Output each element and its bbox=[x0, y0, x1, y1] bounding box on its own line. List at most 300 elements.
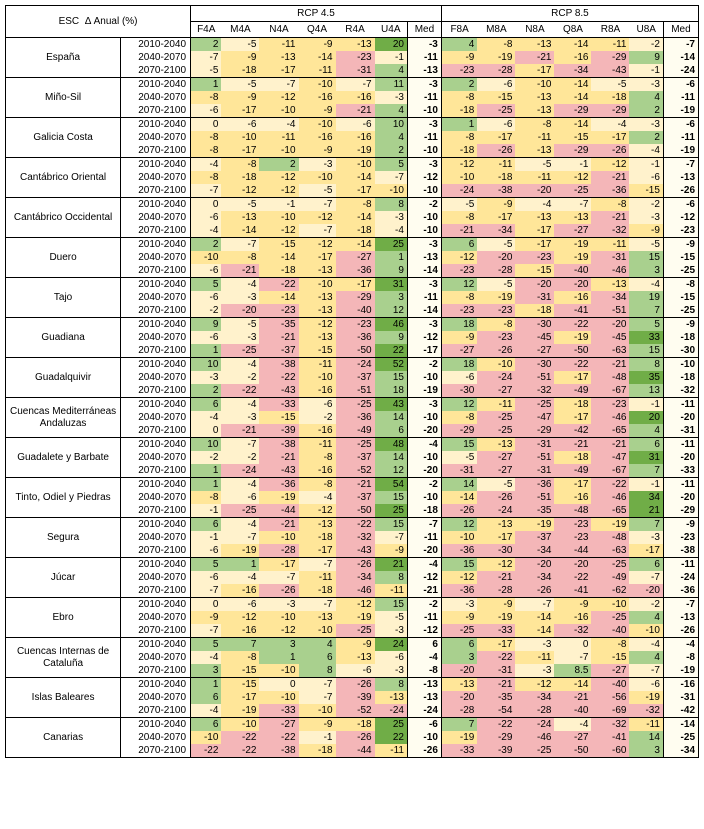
value-cell: -1 bbox=[629, 478, 663, 492]
median-cell: -3 bbox=[407, 318, 441, 332]
value-cell: -35 bbox=[515, 504, 554, 518]
value-cell: -7 bbox=[629, 664, 663, 678]
value-cell: -16 bbox=[221, 624, 259, 638]
value-cell: -18 bbox=[336, 224, 375, 238]
value-cell: -4 bbox=[221, 571, 259, 584]
value-cell: -22 bbox=[336, 518, 375, 532]
value-cell: 2 bbox=[629, 131, 663, 144]
value-cell: -11 bbox=[477, 158, 515, 172]
value-cell: -4 bbox=[629, 278, 663, 292]
value-cell: 2 bbox=[375, 144, 408, 158]
value-cell: -27 bbox=[477, 451, 515, 464]
value-cell: -3 bbox=[375, 664, 408, 678]
median-cell: -2 bbox=[407, 598, 441, 612]
value-cell: -3 bbox=[375, 211, 408, 224]
value-cell: 0 bbox=[191, 118, 222, 132]
value-cell: -7 bbox=[221, 238, 259, 252]
value-cell: 25 bbox=[375, 718, 408, 732]
period-label: 2070-2100 bbox=[121, 344, 191, 358]
median-cell: -20 bbox=[407, 424, 441, 438]
period-label: 2070-2100 bbox=[121, 304, 191, 318]
value-cell: 0 bbox=[191, 598, 222, 612]
value-cell: -16 bbox=[554, 291, 591, 304]
value-cell: -19 bbox=[554, 238, 591, 252]
col-header-r8a: R8A bbox=[591, 22, 629, 38]
value-cell: -22 bbox=[221, 731, 259, 744]
value-cell: 22 bbox=[375, 731, 408, 744]
value-cell: -31 bbox=[591, 251, 629, 264]
value-cell: -16 bbox=[554, 491, 591, 504]
value-cell: -13 bbox=[515, 144, 554, 158]
table-row bbox=[6, 198, 699, 212]
value-cell: -18 bbox=[441, 144, 477, 158]
value-cell: -31 bbox=[336, 64, 375, 78]
table-row bbox=[6, 478, 699, 492]
value-cell: -17 bbox=[477, 211, 515, 224]
value-cell: -3 bbox=[221, 291, 259, 304]
basin-name: Júcar bbox=[6, 558, 121, 598]
value-cell: 6 bbox=[191, 718, 222, 732]
value-cell: -10 bbox=[221, 718, 259, 732]
value-cell: -32 bbox=[591, 718, 629, 732]
value-cell: -18 bbox=[259, 264, 298, 278]
value-cell: 34 bbox=[629, 491, 663, 504]
median-cell: -12 bbox=[407, 571, 441, 584]
value-cell: -67 bbox=[591, 464, 629, 478]
value-cell: 35 bbox=[629, 371, 663, 384]
value-cell: -2 bbox=[221, 371, 259, 384]
median-cell: -29 bbox=[663, 504, 698, 518]
median-cell: -11 bbox=[663, 398, 698, 412]
value-cell: 46 bbox=[375, 318, 408, 332]
value-cell: 9 bbox=[191, 318, 222, 332]
period-label: 2070-2100 bbox=[121, 624, 191, 638]
value-cell: -19 bbox=[554, 331, 591, 344]
value-cell: -43 bbox=[336, 544, 375, 558]
value-cell: -22 bbox=[554, 571, 591, 584]
median-cell: -3 bbox=[407, 278, 441, 292]
value-cell: -23 bbox=[336, 318, 375, 332]
value-cell: -11 bbox=[515, 171, 554, 184]
median-cell: -3 bbox=[407, 238, 441, 252]
value-cell: -4 bbox=[221, 518, 259, 532]
value-cell: -4 bbox=[221, 478, 259, 492]
value-cell: -11 bbox=[515, 131, 554, 144]
value-cell: -28 bbox=[477, 64, 515, 78]
value-cell: -1 bbox=[629, 398, 663, 412]
median-cell: -18 bbox=[663, 331, 698, 344]
value-cell: -13 bbox=[441, 678, 477, 692]
table-row bbox=[6, 78, 699, 92]
value-cell: 7 bbox=[441, 718, 477, 732]
value-cell: -27 bbox=[554, 224, 591, 238]
value-cell: 5 bbox=[629, 318, 663, 332]
value-cell: -10 bbox=[259, 664, 298, 678]
value-cell: -47 bbox=[515, 411, 554, 424]
value-cell: -26 bbox=[336, 678, 375, 692]
value-cell: -50 bbox=[554, 344, 591, 358]
period-label: 2010-2040 bbox=[121, 198, 191, 212]
value-cell: -36 bbox=[515, 478, 554, 492]
table-row bbox=[6, 718, 699, 732]
median-cell: -9 bbox=[663, 518, 698, 532]
value-cell: -26 bbox=[515, 584, 554, 598]
median-cell: 6 bbox=[407, 638, 441, 652]
period-label: 2070-2100 bbox=[121, 544, 191, 558]
value-cell: -13 bbox=[299, 331, 336, 344]
value-cell: -10 bbox=[259, 611, 298, 624]
value-cell: -22 bbox=[554, 318, 591, 332]
value-cell: 4 bbox=[629, 611, 663, 624]
value-cell: 8 bbox=[375, 571, 408, 584]
median-cell: -12 bbox=[407, 171, 441, 184]
value-cell: -31 bbox=[515, 464, 554, 478]
value-cell: -12 bbox=[221, 611, 259, 624]
value-cell: -10 bbox=[441, 171, 477, 184]
value-cell: -12 bbox=[441, 571, 477, 584]
value-cell: 15 bbox=[375, 518, 408, 532]
value-cell: -9 bbox=[441, 611, 477, 624]
value-cell: -20 bbox=[554, 558, 591, 572]
value-cell: -56 bbox=[591, 691, 629, 704]
value-cell: -46 bbox=[515, 731, 554, 744]
value-cell: -23 bbox=[441, 264, 477, 278]
value-cell: -15 bbox=[221, 678, 259, 692]
value-cell: -31 bbox=[515, 291, 554, 304]
value-cell: -6 bbox=[375, 651, 408, 664]
median-cell: -3 bbox=[407, 158, 441, 172]
value-cell: 12 bbox=[375, 464, 408, 478]
value-cell: -17 bbox=[515, 64, 554, 78]
value-cell: -12 bbox=[299, 211, 336, 224]
value-cell: -5 bbox=[221, 38, 259, 52]
value-cell: 0 bbox=[259, 678, 298, 692]
value-cell: -25 bbox=[591, 611, 629, 624]
median-cell: -8 bbox=[663, 278, 698, 292]
value-cell: 8 bbox=[629, 358, 663, 372]
value-cell: 15 bbox=[629, 251, 663, 264]
median-cell: -25 bbox=[663, 264, 698, 278]
value-cell: -4 bbox=[191, 224, 222, 238]
value-cell: -31 bbox=[477, 664, 515, 678]
value-cell: -9 bbox=[441, 51, 477, 64]
value-cell: -8 bbox=[441, 291, 477, 304]
table-corner-header bbox=[6, 6, 191, 38]
median-cell: -20 bbox=[663, 451, 698, 464]
value-cell: -17 bbox=[221, 691, 259, 704]
value-cell: -17 bbox=[259, 64, 298, 78]
value-cell: -47 bbox=[591, 451, 629, 464]
table-row bbox=[6, 678, 699, 692]
value-cell: -38 bbox=[259, 358, 298, 372]
value-cell: -12 bbox=[221, 184, 259, 198]
value-cell: -19 bbox=[554, 251, 591, 264]
value-cell: -15 bbox=[221, 664, 259, 678]
value-cell: 2 bbox=[191, 38, 222, 52]
value-cell: -25 bbox=[441, 624, 477, 638]
value-cell: -22 bbox=[191, 744, 222, 758]
col-header-n8a: N8A bbox=[515, 22, 554, 38]
period-label: 2070-2100 bbox=[121, 504, 191, 518]
value-cell: -49 bbox=[554, 464, 591, 478]
value-cell: -36 bbox=[441, 584, 477, 598]
value-cell: -3 bbox=[221, 331, 259, 344]
value-cell: -50 bbox=[554, 744, 591, 758]
value-cell: 6 bbox=[629, 558, 663, 572]
value-cell: -5 bbox=[221, 198, 259, 212]
value-cell: -20 bbox=[441, 691, 477, 704]
value-cell: -18 bbox=[221, 64, 259, 78]
value-cell: -10 bbox=[299, 371, 336, 384]
value-cell: -43 bbox=[259, 464, 298, 478]
value-cell: 21 bbox=[629, 504, 663, 518]
value-cell: -2 bbox=[221, 451, 259, 464]
value-cell: -39 bbox=[259, 424, 298, 438]
value-cell: -3 bbox=[191, 371, 222, 384]
value-cell: -20 bbox=[591, 318, 629, 332]
value-cell: 15 bbox=[629, 344, 663, 358]
value-cell: -27 bbox=[591, 664, 629, 678]
basin-name: Guadiana bbox=[6, 318, 121, 358]
median-cell: -10 bbox=[407, 451, 441, 464]
value-cell: -21 bbox=[591, 358, 629, 372]
value-cell: -14 bbox=[554, 38, 591, 52]
value-cell: -30 bbox=[515, 358, 554, 372]
value-cell: -16 bbox=[554, 51, 591, 64]
value-cell: -7 bbox=[299, 598, 336, 612]
value-cell: -36 bbox=[441, 544, 477, 558]
value-cell: 4 bbox=[441, 38, 477, 52]
value-cell: -3 bbox=[629, 531, 663, 544]
value-cell: 21 bbox=[375, 558, 408, 572]
value-cell: -1 bbox=[191, 504, 222, 518]
value-cell: -18 bbox=[554, 451, 591, 464]
value-cell: -45 bbox=[591, 331, 629, 344]
value-cell: -11 bbox=[591, 238, 629, 252]
value-cell: -23 bbox=[441, 304, 477, 318]
value-cell: -10 bbox=[299, 118, 336, 132]
value-cell: -37 bbox=[336, 491, 375, 504]
value-cell: -15 bbox=[477, 91, 515, 104]
value-cell: -22 bbox=[477, 718, 515, 732]
value-cell: -1 bbox=[259, 198, 298, 212]
value-cell: -54 bbox=[477, 704, 515, 718]
value-cell: -20 bbox=[441, 664, 477, 678]
value-cell: -14 bbox=[554, 91, 591, 104]
value-cell: -29 bbox=[336, 291, 375, 304]
median-cell: -4 bbox=[407, 558, 441, 572]
value-cell: -39 bbox=[336, 691, 375, 704]
value-cell: -40 bbox=[554, 264, 591, 278]
value-cell: -7 bbox=[259, 571, 298, 584]
value-cell: 7 bbox=[221, 638, 259, 652]
value-cell: -8 bbox=[591, 198, 629, 212]
value-cell: -21 bbox=[591, 438, 629, 452]
value-cell: -15 bbox=[259, 411, 298, 424]
median-cell: -10 bbox=[407, 731, 441, 744]
value-cell: -51 bbox=[515, 491, 554, 504]
value-cell: -11 bbox=[299, 571, 336, 584]
median-cell: -11 bbox=[407, 51, 441, 64]
value-cell: 1 bbox=[191, 478, 222, 492]
value-cell: -7 bbox=[221, 438, 259, 452]
period-label: 2010-2040 bbox=[121, 598, 191, 612]
value-cell: -5 bbox=[441, 451, 477, 464]
basin-name: Cantábrico Oriental bbox=[6, 158, 121, 198]
value-cell: -6 bbox=[191, 544, 222, 558]
period-label: 2010-2040 bbox=[121, 158, 191, 172]
period-label: 2010-2040 bbox=[121, 238, 191, 252]
value-cell: -48 bbox=[554, 504, 591, 518]
value-cell: -29 bbox=[554, 104, 591, 118]
value-cell: -14 bbox=[554, 118, 591, 132]
median-cell: -3 bbox=[407, 118, 441, 132]
value-cell: -14 bbox=[336, 211, 375, 224]
value-cell: -5 bbox=[591, 78, 629, 92]
value-cell: 7 bbox=[629, 518, 663, 532]
value-cell: 14 bbox=[441, 478, 477, 492]
value-cell: -20 bbox=[477, 251, 515, 264]
value-cell: -5 bbox=[477, 238, 515, 252]
value-cell: -27 bbox=[336, 251, 375, 264]
value-cell: 19 bbox=[629, 291, 663, 304]
value-cell: -8 bbox=[191, 144, 222, 158]
value-cell: 4 bbox=[629, 651, 663, 664]
value-cell: -7 bbox=[375, 531, 408, 544]
value-cell: -36 bbox=[336, 331, 375, 344]
value-cell: 25 bbox=[375, 238, 408, 252]
value-cell: -26 bbox=[259, 584, 298, 598]
median-cell: -10 bbox=[407, 411, 441, 424]
table-row bbox=[6, 438, 699, 452]
value-cell: -10 bbox=[259, 104, 298, 118]
table-row bbox=[6, 318, 699, 332]
value-cell: -20 bbox=[515, 184, 554, 198]
value-cell: 31 bbox=[375, 278, 408, 292]
value-cell: -13 bbox=[515, 91, 554, 104]
value-cell: -3 bbox=[629, 78, 663, 92]
period-label: 2070-2100 bbox=[121, 424, 191, 438]
period-label: 2070-2100 bbox=[121, 704, 191, 718]
value-cell: -12 bbox=[441, 158, 477, 172]
value-cell: 2 bbox=[441, 78, 477, 92]
median-cell: -20 bbox=[407, 464, 441, 478]
value-cell: -20 bbox=[554, 278, 591, 292]
value-cell: -51 bbox=[591, 304, 629, 318]
value-cell: -12 bbox=[259, 224, 298, 238]
value-cell: -7 bbox=[191, 584, 222, 598]
median-cell: -2 bbox=[407, 478, 441, 492]
basin-name: Tajo bbox=[6, 278, 121, 318]
value-cell: -6 bbox=[221, 118, 259, 132]
value-cell: -28 bbox=[259, 544, 298, 558]
value-cell: -34 bbox=[591, 291, 629, 304]
value-cell: -9 bbox=[299, 104, 336, 118]
value-cell: -9 bbox=[336, 638, 375, 652]
basin-name: Duero bbox=[6, 238, 121, 278]
value-cell: -29 bbox=[477, 731, 515, 744]
median-cell: -15 bbox=[663, 291, 698, 304]
value-cell: 25 bbox=[375, 504, 408, 518]
basin-name: Canarias bbox=[6, 718, 121, 758]
value-cell: -4 bbox=[259, 118, 298, 132]
value-cell: -3 bbox=[259, 598, 298, 612]
value-cell: -9 bbox=[375, 544, 408, 558]
value-cell: -15 bbox=[554, 131, 591, 144]
value-cell: -4 bbox=[221, 398, 259, 412]
value-cell: -33 bbox=[259, 398, 298, 412]
value-cell: -33 bbox=[441, 744, 477, 758]
value-cell: 15 bbox=[375, 371, 408, 384]
period-label: 2070-2100 bbox=[121, 584, 191, 598]
period-label: 2040-2070 bbox=[121, 331, 191, 344]
median-cell: -7 bbox=[663, 38, 698, 52]
value-cell: -6 bbox=[191, 291, 222, 304]
period-label: 2040-2070 bbox=[121, 451, 191, 464]
value-cell: -41 bbox=[591, 731, 629, 744]
value-cell: 13 bbox=[629, 384, 663, 398]
median-cell: -14 bbox=[407, 304, 441, 318]
value-cell: 3 bbox=[441, 651, 477, 664]
table-row bbox=[6, 158, 699, 172]
value-cell: -25 bbox=[515, 398, 554, 412]
period-label: 2010-2040 bbox=[121, 38, 191, 52]
value-cell: -8 bbox=[336, 198, 375, 212]
value-cell: -26 bbox=[477, 344, 515, 358]
value-cell: -21 bbox=[221, 264, 259, 278]
value-cell: -8 bbox=[221, 158, 259, 172]
value-cell: -10 bbox=[299, 704, 336, 718]
value-cell: -6 bbox=[299, 398, 336, 412]
value-cell: -12 bbox=[259, 171, 298, 184]
value-cell: -10 bbox=[629, 624, 663, 638]
median-cell: -20 bbox=[407, 544, 441, 558]
median-cell: -11 bbox=[663, 131, 698, 144]
value-cell: -6 bbox=[221, 598, 259, 612]
value-cell: -15 bbox=[591, 651, 629, 664]
value-cell: -3 bbox=[441, 598, 477, 612]
basin-name: Ebro bbox=[6, 598, 121, 638]
value-cell: -63 bbox=[591, 344, 629, 358]
median-cell: -26 bbox=[407, 744, 441, 758]
value-cell: -21 bbox=[221, 424, 259, 438]
value-cell: 2 bbox=[629, 104, 663, 118]
value-cell: -17 bbox=[259, 558, 298, 572]
value-cell: -15 bbox=[629, 184, 663, 198]
value-cell: -40 bbox=[554, 704, 591, 718]
value-cell: -39 bbox=[477, 744, 515, 758]
period-label: 2040-2070 bbox=[121, 291, 191, 304]
value-cell: -3 bbox=[629, 211, 663, 224]
value-cell: -26 bbox=[336, 558, 375, 572]
value-cell: -19 bbox=[441, 731, 477, 744]
value-cell: -11 bbox=[477, 398, 515, 412]
median-cell: -7 bbox=[663, 598, 698, 612]
period-label: 2010-2040 bbox=[121, 278, 191, 292]
value-cell: -37 bbox=[336, 371, 375, 384]
value-cell: -9 bbox=[221, 91, 259, 104]
value-cell: -24 bbox=[221, 464, 259, 478]
value-cell: -9 bbox=[221, 51, 259, 64]
value-cell: -33 bbox=[477, 624, 515, 638]
value-cell: -5 bbox=[191, 64, 222, 78]
value-cell: -5 bbox=[221, 318, 259, 332]
value-cell: -8 bbox=[591, 638, 629, 652]
value-cell: -52 bbox=[336, 704, 375, 718]
value-cell: -6 bbox=[191, 571, 222, 584]
value-cell: -27 bbox=[259, 718, 298, 732]
value-cell: -17 bbox=[554, 478, 591, 492]
